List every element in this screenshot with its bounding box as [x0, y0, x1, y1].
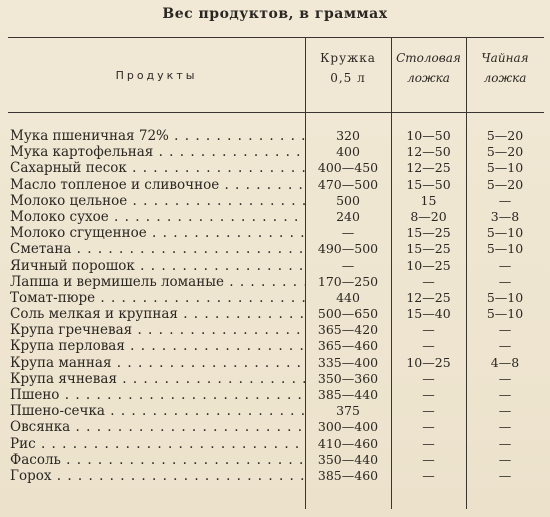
product-name: Крупа перловая . . .	[10, 338, 305, 354]
table-body	[8, 128, 544, 484]
cup-weight: 335—400	[317, 354, 379, 370]
cup-weight: 440	[336, 289, 360, 305]
header-top-rule	[8, 37, 544, 38]
table-row	[8, 128, 544, 144]
cup-weight: 400	[336, 144, 360, 160]
table-title: Вес продуктов, в граммах	[162, 6, 388, 22]
product-name: Сметана . . .	[10, 241, 305, 257]
teaspoon-weight: —	[498, 467, 512, 483]
product-name: Лапша и вермишель ломаные . . .	[10, 274, 305, 290]
table-row	[8, 403, 544, 419]
teaspoon-weight: —	[498, 403, 512, 419]
cup-weight: —	[341, 225, 355, 241]
product-name: Крупа гречневая . . .	[10, 322, 305, 338]
cup-weight: 240	[336, 208, 360, 224]
tablespoon-weight: —	[422, 467, 435, 483]
teaspoon-weight: —	[498, 322, 512, 338]
cup-weight: 365—460	[317, 338, 379, 354]
header-products: Продукты	[115, 69, 198, 82]
table-row	[8, 452, 544, 468]
teaspoon-weight: 5—20	[486, 144, 524, 160]
teaspoon-weight: —	[498, 435, 512, 451]
table-row	[8, 338, 544, 354]
teaspoon-weight: —	[498, 257, 512, 273]
header-tablespoon-line2: ложка	[407, 71, 450, 85]
product-name: Молоко цельное . . .	[10, 193, 305, 209]
product-name: Молоко сгущенное . . .	[10, 225, 305, 241]
header-tablespoon	[391, 48, 466, 88]
tablespoon-weight: —	[422, 370, 435, 386]
tablespoon-weight: —	[422, 451, 435, 467]
table-row	[8, 290, 544, 306]
teaspoon-weight: —	[498, 338, 512, 354]
cup-weight: 300—400	[317, 419, 379, 435]
tablespoon-weight: 15—25	[406, 225, 451, 241]
teaspoon-weight: —	[498, 273, 512, 289]
teaspoon-weight: 5—20	[486, 176, 524, 192]
table-row	[8, 355, 544, 371]
cup-weight: 410—460	[317, 435, 379, 451]
tablespoon-weight: —	[422, 419, 435, 435]
tablespoon-weight: 12—50	[406, 144, 451, 160]
product-name: Пшено-сечка . . .	[10, 403, 305, 419]
tablespoon-weight: 12—25	[406, 160, 451, 176]
teaspoon-weight: 5—10	[486, 225, 524, 241]
teaspoon-weight: —	[498, 192, 512, 208]
teaspoon-weight: 5—20	[486, 128, 524, 143]
table-row	[8, 177, 544, 193]
header-teaspoon	[466, 48, 544, 88]
product-name: Соль мелкая и крупная . . .	[10, 306, 305, 322]
product-name: Рис . . .	[10, 436, 305, 452]
teaspoon-weight: —	[498, 387, 512, 402]
table-row	[8, 193, 544, 209]
tablespoon-weight: 12—25	[406, 289, 451, 305]
teaspoon-weight: 4—8	[490, 354, 520, 370]
cup-weight: 400—450	[317, 160, 379, 176]
tablespoon-weight: —	[422, 403, 435, 419]
header-cup-line2: 0,5 л	[330, 71, 366, 85]
product-name: Крупа манная . . .	[10, 355, 305, 371]
tablespoon-weight: 10—25	[406, 354, 451, 370]
product-name: Пшено . . .	[10, 387, 305, 403]
product-name: Фасоль . . .	[10, 452, 305, 468]
table-row	[8, 258, 544, 274]
table-row	[8, 468, 544, 484]
tablespoon-weight: 15—40	[406, 306, 451, 322]
cup-weight: 320	[336, 128, 360, 143]
cup-weight: 350—440	[317, 451, 379, 467]
header-bottom-rule	[8, 112, 544, 113]
cup-weight: 490—500	[317, 241, 379, 257]
tablespoon-weight: —	[422, 322, 435, 338]
table-row	[8, 306, 544, 322]
cup-weight: 500—650	[317, 306, 379, 322]
teaspoon-weight: 5—10	[486, 241, 524, 257]
product-name: Горох . . .	[10, 468, 305, 484]
header-teaspoon-line2: ложка	[483, 71, 527, 85]
table-row	[8, 322, 544, 338]
header-cup-line1: Кружка	[320, 51, 376, 65]
teaspoon-weight: 5—10	[486, 289, 524, 305]
product-name: Масло топленое и сливочное . . .	[10, 177, 305, 193]
tablespoon-weight: 15—50	[406, 176, 451, 192]
tablespoon-weight: 15	[420, 192, 437, 208]
cup-weight: 385—460	[317, 467, 379, 483]
cup-weight: 350—360	[317, 370, 379, 386]
cup-weight: 170—250	[317, 273, 379, 289]
cup-weight: 470—500	[317, 176, 379, 192]
cup-weight: 500	[336, 192, 360, 208]
teaspoon-weight: —	[498, 451, 512, 467]
product-name: Сахарный песок . . .	[10, 160, 305, 176]
product-name: Молоко сухое . . .	[10, 209, 305, 225]
table-row	[8, 144, 544, 160]
cup-weight: 385—440	[317, 387, 379, 402]
product-name: Овсянка . . .	[10, 419, 305, 435]
teaspoon-weight: 5—10	[486, 160, 524, 176]
teaspoon-weight: 3—8	[490, 208, 520, 224]
tablespoon-weight: —	[422, 273, 435, 289]
table-row	[8, 241, 544, 257]
cup-weight: 365—420	[317, 322, 379, 338]
tablespoon-weight: 8—20	[410, 208, 447, 224]
tablespoon-weight: 10—25	[406, 257, 451, 273]
table-row	[8, 225, 544, 241]
table-row	[8, 419, 544, 435]
table-row	[8, 436, 544, 452]
table-row	[8, 371, 544, 387]
product-name: Мука картофельная . . .	[10, 144, 305, 160]
tablespoon-weight: 10—50	[406, 128, 451, 143]
teaspoon-weight: 5—10	[486, 306, 524, 322]
header-cup	[305, 48, 391, 88]
tablespoon-weight: —	[422, 338, 435, 354]
product-name: Мука пшеничная 72% . . .	[10, 128, 305, 144]
header-teaspoon-line1: Чайная	[481, 51, 529, 65]
table-row	[8, 209, 544, 225]
cup-weight: 375	[336, 403, 360, 419]
cup-weight: —	[341, 257, 355, 273]
product-name: Яичный порошок . . .	[10, 258, 305, 274]
teaspoon-weight: —	[498, 419, 512, 435]
product-name: Крупа ячневая . . .	[10, 371, 305, 387]
tablespoon-weight: 15—25	[406, 241, 451, 257]
table-row	[8, 274, 544, 290]
tablespoon-weight: —	[422, 387, 435, 402]
header-tablespoon-line1: Столовая	[396, 51, 461, 65]
tablespoon-weight: —	[422, 435, 435, 451]
table-row	[8, 387, 544, 403]
table-row	[8, 160, 544, 176]
teaspoon-weight: —	[498, 370, 512, 386]
product-name: Томат-пюре . . .	[10, 290, 305, 306]
